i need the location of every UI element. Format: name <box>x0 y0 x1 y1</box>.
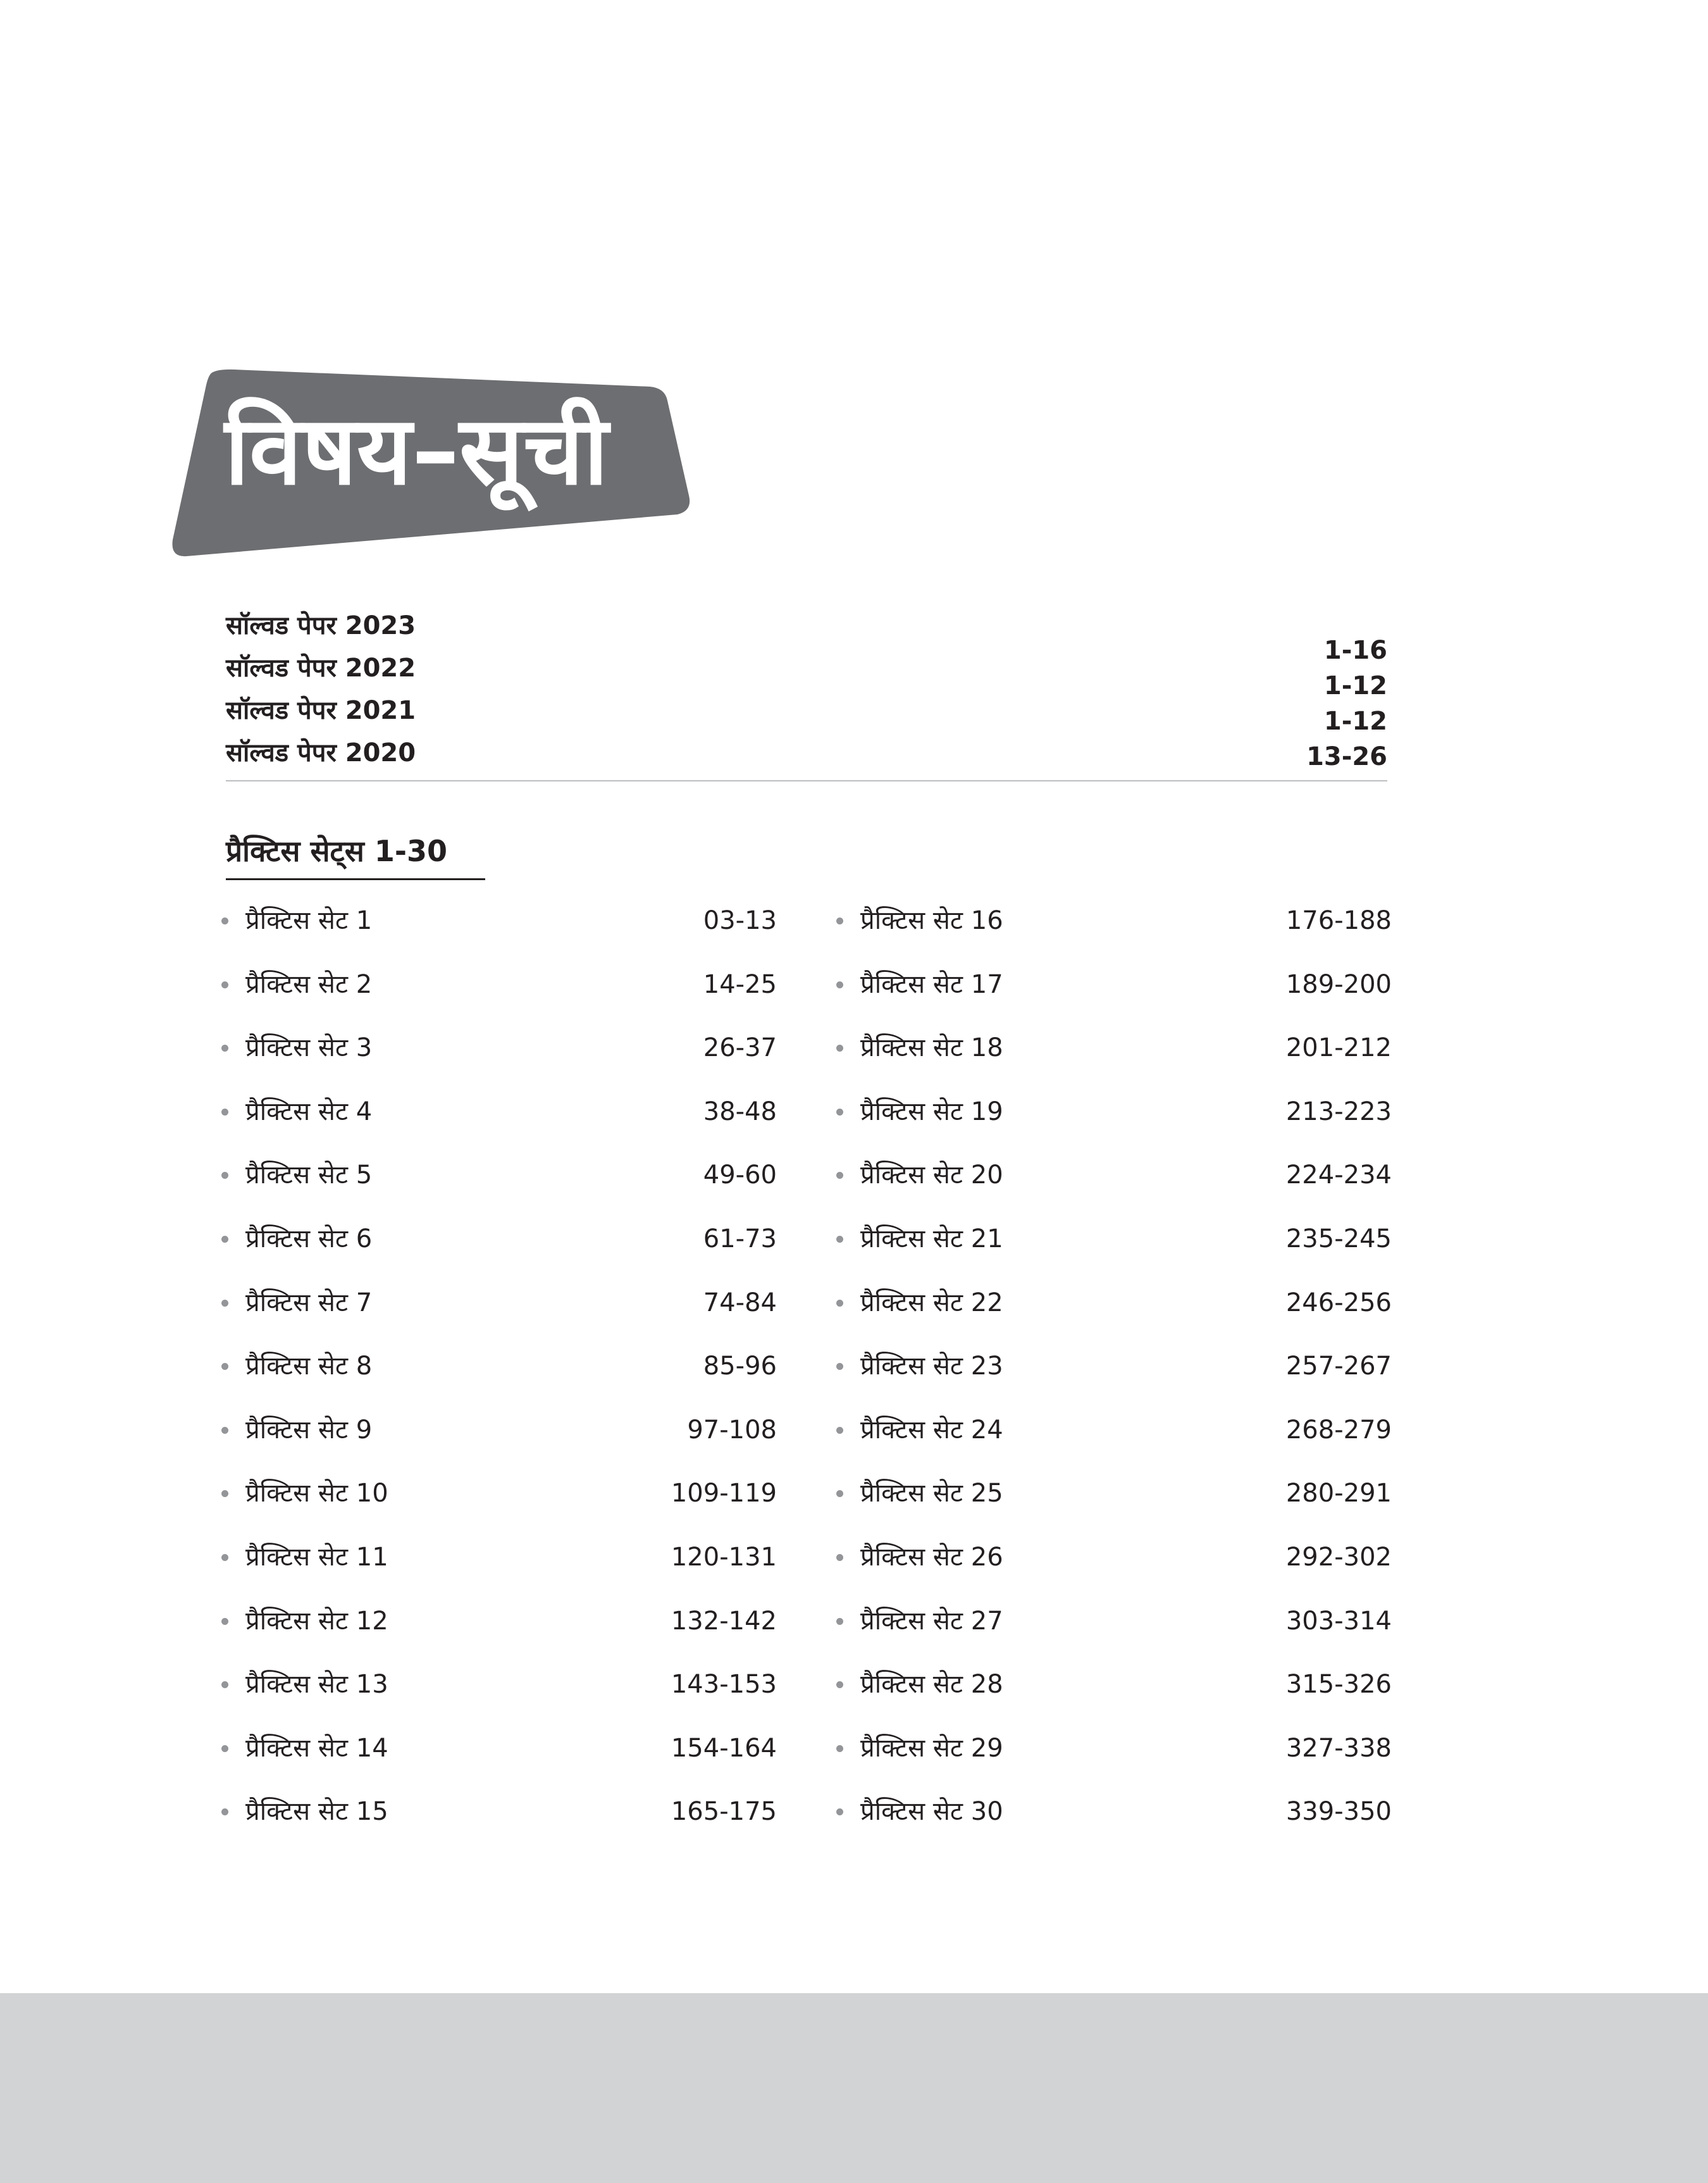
toc-entry-label: प्रैक्टिस सेट 17 <box>860 969 1003 999</box>
solved-paper-pages: 13-26 <box>1306 742 1387 771</box>
practice-sets-right-column <box>836 886 1392 1841</box>
solved-paper-label: सॉल्वड पेपर 2020 <box>226 738 416 768</box>
toc-entry-pages: 38-48 <box>703 1097 777 1126</box>
toc-entry <box>836 1650 1392 1713</box>
toc-entry-pages: 165-175 <box>671 1797 777 1827</box>
bullet-icon <box>836 1363 843 1370</box>
toc-entry <box>836 1395 1392 1459</box>
heading-underline <box>226 878 485 880</box>
toc-entry-pages: 327-338 <box>1285 1733 1392 1763</box>
toc-entry-label: प्रैक्टिस सेट 18 <box>860 1033 1003 1063</box>
toc-entry-label: प्रैक्टिस सेट 10 <box>245 1479 388 1508</box>
solved-paper-pages: 1-12 <box>1323 707 1387 736</box>
toc-entry <box>221 1331 777 1395</box>
bullet-icon <box>221 1363 228 1370</box>
bullet-icon <box>221 1808 228 1815</box>
bullet-icon <box>221 1618 228 1625</box>
toc-entry-label: प्रैक्टिस सेट 9 <box>245 1415 373 1445</box>
toc-entry-pages: 49-60 <box>703 1160 777 1190</box>
toc-entry <box>221 1013 777 1077</box>
toc-entry-label: प्रैक्टिस सेट 12 <box>245 1606 388 1636</box>
toc-entry-label: प्रैक्टिस सेट 13 <box>245 1670 388 1700</box>
bullet-icon <box>836 1554 843 1561</box>
toc-entry-pages: 74-84 <box>703 1288 777 1317</box>
bullet-icon <box>836 1681 843 1688</box>
bullet-icon <box>836 1745 843 1752</box>
toc-entry-pages: 26-37 <box>703 1033 777 1063</box>
toc-entry <box>836 1458 1392 1522</box>
toc-entry-pages: 292-302 <box>1285 1542 1392 1572</box>
toc-entry-pages: 143-153 <box>671 1670 777 1700</box>
toc-entry-label: प्रैक्टिस सेट 6 <box>245 1224 373 1253</box>
bullet-icon <box>221 1427 228 1434</box>
toc-entry-label: प्रैक्टिस सेट 30 <box>860 1797 1003 1827</box>
toc-entry-pages: 280-291 <box>1285 1479 1392 1508</box>
bullet-icon <box>836 1109 843 1116</box>
toc-entry-pages: 213-223 <box>1285 1097 1392 1126</box>
toc-entry-pages: 85-96 <box>703 1352 777 1381</box>
toc-entry <box>836 1268 1392 1332</box>
bullet-icon <box>836 1236 843 1243</box>
toc-entry-label: प्रैक्टिस सेट 4 <box>245 1097 373 1126</box>
toc-entry-pages: 03-13 <box>703 906 777 935</box>
toc-entry-pages: 224-234 <box>1285 1160 1392 1190</box>
toc-entry <box>221 1586 777 1650</box>
bullet-icon <box>836 1300 843 1307</box>
toc-entry <box>221 1268 777 1332</box>
toc-entry-label: प्रैक्टिस सेट 25 <box>860 1479 1003 1508</box>
toc-entry-label: प्रैक्टिस सेट 19 <box>860 1097 1003 1126</box>
toc-entry-label: प्रैक्टिस सेट 8 <box>245 1352 373 1381</box>
toc-entry <box>836 1713 1392 1777</box>
bullet-icon <box>221 981 228 988</box>
bullet-icon <box>221 1300 228 1307</box>
bullet-icon <box>836 1618 843 1625</box>
toc-entry-pages: 109-119 <box>671 1479 777 1508</box>
page-title: विषय–सूची <box>225 396 609 506</box>
toc-entry <box>221 1140 777 1204</box>
bullet-icon <box>221 917 228 924</box>
bullet-icon <box>836 1427 843 1434</box>
toc-entry <box>221 1395 777 1459</box>
toc-entry-pages: 235-245 <box>1285 1224 1392 1253</box>
solved-paper-pages: 1-12 <box>1323 671 1387 700</box>
toc-entry-pages: 189-200 <box>1285 969 1392 999</box>
toc-entry-pages: 268-279 <box>1285 1415 1392 1445</box>
toc-entry-label: प्रैक्टिस सेट 22 <box>860 1288 1003 1317</box>
toc-entry-pages: 246-256 <box>1285 1288 1392 1317</box>
toc-entry-label: प्रैक्टिस सेट 26 <box>860 1542 1003 1572</box>
toc-entry-label: प्रैक्टिस सेट 3 <box>245 1033 373 1063</box>
solved-papers-labels <box>226 605 416 774</box>
toc-entry <box>836 950 1392 1014</box>
solved-paper-pages: 1-16 <box>1323 636 1387 665</box>
toc-entry-pages: 303-314 <box>1285 1606 1392 1636</box>
solved-papers-pages <box>1306 633 1387 774</box>
toc-entry-pages: 315-326 <box>1285 1670 1392 1700</box>
toc-entry-pages: 176-188 <box>1285 906 1392 935</box>
toc-entry-pages: 154-164 <box>671 1733 777 1763</box>
toc-entry <box>221 1077 777 1141</box>
bullet-icon <box>221 1172 228 1179</box>
toc-entry <box>836 1077 1392 1141</box>
bullet-icon <box>836 1490 843 1497</box>
toc-entry-label: प्रैक्टिस सेट 16 <box>860 906 1003 935</box>
toc-entry-label: प्रैक्टिस सेट 2 <box>245 969 373 999</box>
toc-entry-pages: 132-142 <box>671 1606 777 1636</box>
toc-entry-label: प्रैक्टिस सेट 15 <box>245 1797 388 1827</box>
toc-entry-label: प्रैक्टिस सेट 11 <box>245 1542 388 1572</box>
toc-entry <box>836 1140 1392 1204</box>
solved-paper-label: सॉल्वड पेपर 2022 <box>226 654 416 683</box>
toc-entry <box>221 1777 777 1841</box>
bullet-icon <box>836 917 843 924</box>
practice-sets-left-column <box>221 886 777 1841</box>
bullet-icon <box>221 1554 228 1561</box>
bullet-icon <box>221 1045 228 1052</box>
toc-entry <box>221 1522 777 1586</box>
practice-sets-heading: प्रैक्टिस सेट्स 1-30 <box>226 834 447 868</box>
toc-entry <box>836 886 1392 950</box>
toc-entry-pages: 120-131 <box>671 1542 777 1572</box>
toc-entry <box>836 1204 1392 1268</box>
toc-entry-label: प्रैक्टिस सेट 20 <box>860 1160 1003 1190</box>
toc-entry-label: प्रैक्टिस सेट 24 <box>860 1415 1003 1445</box>
toc-entry-label: प्रैक्टिस सेट 5 <box>245 1160 373 1190</box>
toc-entry <box>221 1650 777 1713</box>
bullet-icon <box>836 1172 843 1179</box>
toc-entry-pages: 257-267 <box>1285 1352 1392 1381</box>
bullet-icon <box>836 1045 843 1052</box>
title-banner <box>168 369 693 557</box>
toc-entry-label: प्रैक्टिस सेट 7 <box>245 1288 373 1317</box>
toc-entry-pages: 339-350 <box>1285 1797 1392 1827</box>
solved-paper-label: सॉल्वड पेपर 2023 <box>226 611 416 640</box>
toc-entry <box>221 1204 777 1268</box>
toc-entry <box>836 1013 1392 1077</box>
toc-entry <box>836 1777 1392 1841</box>
toc-entry-pages: 97-108 <box>687 1415 777 1445</box>
toc-entry <box>221 886 777 950</box>
toc-entry-pages: 201-212 <box>1285 1033 1392 1063</box>
toc-entry-label: प्रैक्टिस सेट 21 <box>860 1224 1003 1253</box>
toc-entry <box>221 950 777 1014</box>
toc-entry <box>836 1331 1392 1395</box>
bullet-icon <box>221 1109 228 1116</box>
bullet-icon <box>221 1681 228 1688</box>
toc-entry-label: प्रैक्टिस सेट 14 <box>245 1733 388 1763</box>
bullet-icon <box>836 1808 843 1815</box>
footer-band <box>0 1993 1708 2183</box>
solved-paper-label: सॉल्वड पेपर 2021 <box>226 696 416 725</box>
toc-entry-label: प्रैक्टिस सेट 28 <box>860 1670 1003 1700</box>
toc-entry-label: प्रैक्टिस सेट 27 <box>860 1606 1003 1636</box>
toc-entry-pages: 14-25 <box>703 969 777 999</box>
toc-entry-label: प्रैक्टिस सेट 1 <box>245 906 373 935</box>
toc-entry <box>836 1586 1392 1650</box>
toc-entry <box>836 1522 1392 1586</box>
toc-entry-label: प्रैक्टिस सेट 29 <box>860 1733 1003 1763</box>
toc-entry-pages: 61-73 <box>703 1224 777 1253</box>
toc-entry <box>221 1458 777 1522</box>
toc-entry <box>221 1713 777 1777</box>
bullet-icon <box>836 981 843 988</box>
bullet-icon <box>221 1236 228 1243</box>
bullet-icon <box>221 1490 228 1497</box>
section-divider <box>226 780 1387 781</box>
toc-entry-label: प्रैक्टिस सेट 23 <box>860 1352 1003 1381</box>
bullet-icon <box>221 1745 228 1752</box>
